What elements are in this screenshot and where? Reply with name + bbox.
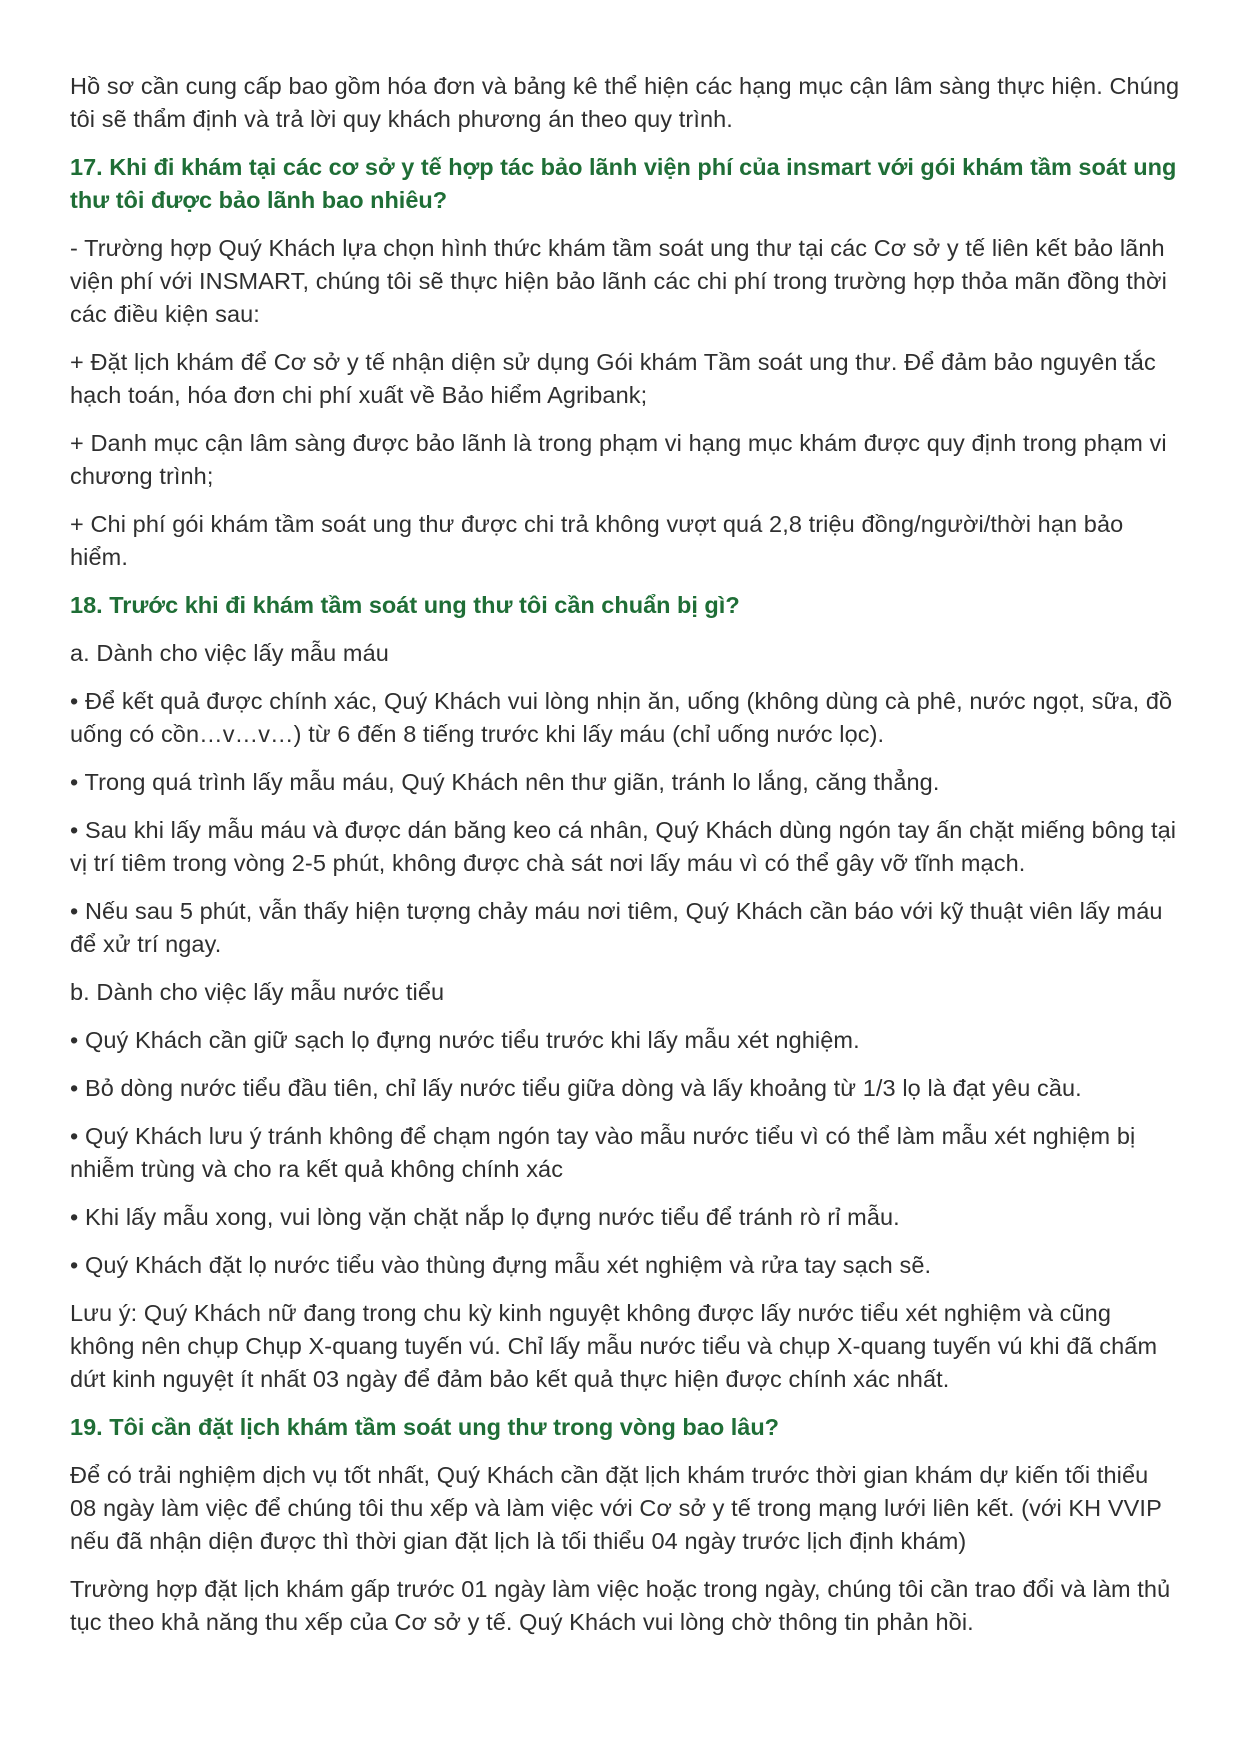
q17-condition-1: + Đặt lịch khám để Cơ sở y tế nhận diện sử dụng Gói khám Tầm soát ung thư. Để đảm bảo nguyên tắc hạch toán, hóa đơn chi phí xuất về Bảo hiểm Agribank; (70, 349, 1156, 408)
q18-subheading-blood: a. Dành cho việc lấy mẫu máu (70, 640, 389, 666)
question-19-heading: 19. Tôi cần đặt lịch khám tầm soát ung thư trong vòng bao lâu? (70, 1414, 780, 1440)
q18-blood-item-2: • Trong quá trình lấy mẫu máu, Quý Khách nên thư giãn, tránh lo lắng, căng thẳng. (70, 769, 940, 795)
q17-condition-2: + Danh mục cận lâm sàng được bảo lãnh là trong phạm vi hạng mục khám được quy định trong phạm vi chương trình; (70, 430, 1167, 489)
q18-urine-item-1: • Quý Khách cần giữ sạch lọ đựng nước tiểu trước khi lấy mẫu xét nghiệm. (70, 1027, 860, 1053)
q18-blood-item-3: • Sau khi lấy mẫu máu và được dán băng keo cá nhân, Quý Khách dùng ngón tay ấn chặt miếng bông tại vị trí tiêm trong vòng 2-5 phút, không được chà sát nơi lấy máu vì có thể gây vỡ tĩnh mạch. (70, 817, 1177, 876)
q18-blood-item-1: • Để kết quả được chính xác, Quý Khách vui lòng nhịn ăn, uống (không dùng cà phê, nước ngọt, sữa, đồ uống có cồn…v…v…) từ 6 đến 8 tiếng trước khi lấy máu (chỉ uống nước lọc). (70, 688, 1173, 747)
q18-urine-item-3: • Quý Khách lưu ý tránh không để chạm ngón tay vào mẫu nước tiểu vì có thể làm mẫu xét nghiệm bị nhiễm trùng và cho ra kết quả không chính xác (70, 1123, 1136, 1182)
q18-urine-item-5: • Quý Khách đặt lọ nước tiểu vào thùng đựng mẫu xét nghiệm và rửa tay sạch sẽ. (70, 1252, 932, 1278)
document-page (70, 70, 1180, 1654)
q18-blood-item-4: • Nếu sau 5 phút, vẫn thấy hiện tượng chảy máu nơi tiêm, Quý Khách cần báo với kỹ thuật viên lấy máu để xử trí ngay. (70, 898, 1163, 957)
question-18-heading: 18. Trước khi đi khám tầm soát ung thư tôi cần chuẩn bị gì? (70, 592, 740, 618)
q17-condition-3: + Chi phí gói khám tầm soát ung thư được chi trả không vượt quá 2,8 triệu đồng/người/thời hạn bảo hiểm. (70, 511, 1124, 570)
q18-note: Lưu ý: Quý Khách nữ đang trong chu kỳ kinh nguyệt không được lấy nước tiểu xét nghiệm và cũng không nên chụp Chụp X-quang tuyến vú. Chỉ lấy mẫu nước tiểu và chụp X-quang tuyến vú khi đã chấm dứt kinh nguyệt ít nhất 03 ngày để đảm bảo kết quả thực hiện được chính xác nhất. (70, 1300, 1158, 1392)
q18-subheading-urine: b. Dành cho việc lấy mẫu nước tiểu (70, 979, 445, 1005)
q19-paragraph-2: Trường hợp đặt lịch khám gấp trước 01 ngày làm việc hoặc trong ngày, chúng tôi cần trao đổi và làm thủ tục theo khả năng thu xếp của Cơ sở y tế. Quý Khách vui lòng chờ thông tin phản hồi. (70, 1576, 1171, 1635)
question-17-heading: 17. Khi đi khám tại các cơ sở y tế hợp tác bảo lãnh viện phí của insmart với gói khám tầm soát ung thư tôi được bảo lãnh bao nhiêu? (70, 154, 1177, 213)
q18-urine-item-4: • Khi lấy mẫu xong, vui lòng vặn chặt nắp lọ đựng nước tiểu để tránh rò rỉ mẫu. (70, 1204, 900, 1230)
q18-urine-item-2: • Bỏ dòng nước tiểu đầu tiên, chỉ lấy nước tiểu giữa dòng và lấy khoảng từ 1/3 lọ là đạt yêu cầu. (70, 1075, 1082, 1101)
intro-paragraph: Hồ sơ cần cung cấp bao gồm hóa đơn và bảng kê thể hiện các hạng mục cận lâm sàng thực hiện. Chúng tôi sẽ thẩm định và trả lời quy khách phương án theo quy trình. (70, 73, 1180, 132)
q17-paragraph-1: - Trường hợp Quý Khách lựa chọn hình thức khám tầm soát ung thư tại các Cơ sở y tế liên kết bảo lãnh viện phí với INSMART, chúng tôi sẽ thực hiện bảo lãnh các chi phí trong trường hợp thỏa mãn đồng thời các điều kiện sau: (70, 235, 1167, 327)
q19-paragraph-1: Để có trải nghiệm dịch vụ tốt nhất, Quý Khách cần đặt lịch khám trước thời gian khám dự kiến tối thiểu 08 ngày làm việc để chúng tôi thu xếp và làm việc với Cơ sở y tế trong mạng lưới liên kết. (với KH VVIP nếu đã nhận diện được thì thời gian đặt lịch là tối thiểu 04 ngày trước lịch định khám) (70, 1462, 1162, 1554)
